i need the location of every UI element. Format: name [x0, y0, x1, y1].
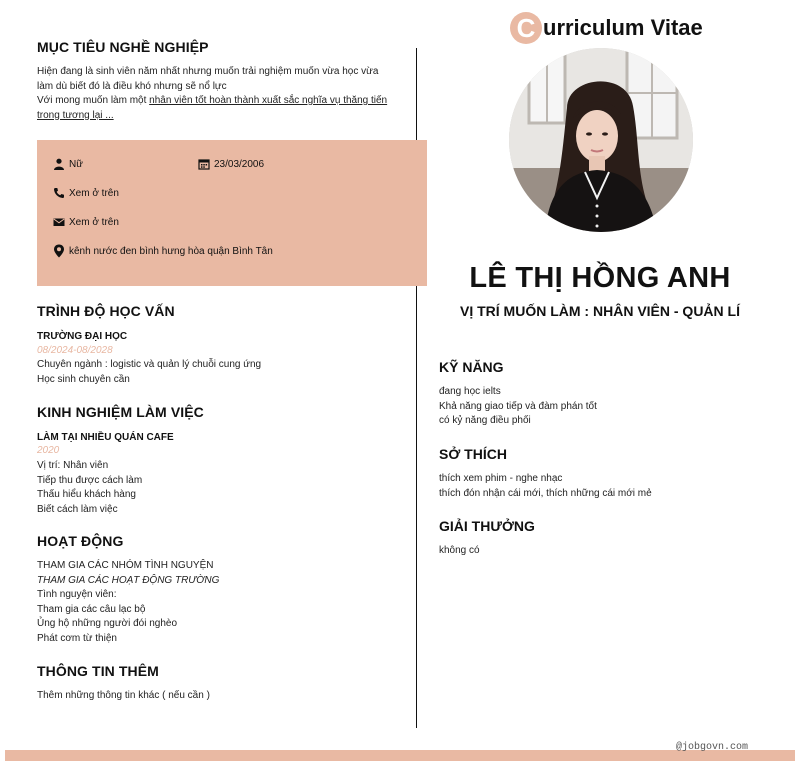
list-item: Ủng hộ những người đói nghèo [37, 618, 178, 629]
objective-text [37, 65, 387, 123]
skills-title: KỸ NĂNG [439, 359, 504, 375]
contact-birthdate [198, 158, 264, 170]
awards-text: không có [439, 545, 480, 556]
extra-text: Thêm những thông tin khác ( nếu cần ) [37, 690, 210, 701]
education-note: Học sinh chuyên cần [37, 373, 130, 385]
mail-icon [53, 216, 65, 228]
experience-list [37, 459, 142, 517]
gender-value: Nữ [69, 158, 83, 170]
list-item: Tình nguyện viên: [37, 589, 117, 600]
watermark: @jobgovn.com [676, 742, 749, 753]
education-title: TRÌNH ĐỘ HỌC VẤN [37, 303, 175, 319]
email-value: Xem ở trên [69, 216, 119, 228]
list-item: thích xem phim - nghe nhạc [439, 473, 563, 484]
cv-heading [510, 12, 703, 44]
list-item: Khả năng giao tiếp và đàm phán tốt [439, 400, 597, 412]
objective-line-3-underlined: nhân viên tốt hoàn thành xuất sắc nghĩa vụ thăng tiến [149, 95, 388, 106]
profile-name: LÊ THỊ HỒNG ANH [469, 262, 731, 294]
experience-title: KINH NGHIỆM LÀM VIỆC [37, 404, 204, 420]
calendar-icon [198, 158, 210, 170]
education-major: Chuyên ngành : logistic và quản lý chuỗi cung ứng [37, 359, 262, 370]
hobbies-list [439, 472, 652, 501]
contact-phone [53, 187, 119, 199]
awards-title: GIẢI THƯỞNG [439, 518, 535, 534]
objective-line-4: trong tương lại ... [37, 109, 114, 121]
person-icon [53, 158, 65, 170]
activities-list [37, 559, 219, 646]
list-item: Biết cách làm việc [37, 503, 118, 515]
list-item: thích đón nhận cái mới, thích những cái mới mẻ [439, 487, 652, 499]
profile-photo-illustration [509, 48, 693, 232]
activities-line-2: THAM GIA CÁC HOẠT ĐỘNG TRƯỜNG [37, 574, 220, 586]
location-pin-icon [53, 244, 65, 258]
education-period: 08/2024-08/2028 [37, 345, 113, 356]
list-item: Thấu hiểu khách hàng [37, 489, 136, 500]
cv-initial-badge: C [510, 12, 542, 44]
extra-title: THÔNG TIN THÊM [37, 663, 159, 679]
contact-address [53, 244, 273, 258]
birthdate-value: 23/03/2006 [214, 158, 265, 170]
profile-photo [509, 48, 693, 232]
list-item: Phát cơm từ thiện [37, 632, 117, 644]
list-item: Tiếp thu được cách làm [37, 474, 143, 486]
objective-line-3-plain: Với mong muốn làm một [37, 95, 150, 106]
education-school: TRƯỜNG ĐẠI HỌC [37, 331, 128, 342]
list-item: có kỷ năng điều phối [439, 415, 531, 426]
phone-icon [53, 187, 65, 199]
cv-heading-text: urriculum Vitae [543, 15, 703, 40]
experience-year: 2020 [37, 445, 60, 456]
profile-position: VỊ TRÍ MUỐN LÀM : NHÂN VIÊN - QUẢN LÍ [460, 303, 740, 319]
objective-line-1: Hiện đang là sinh viên năm nhất nhưng muốn trải nghiệm muốn vừa học vừa [37, 66, 379, 77]
activities-line-1: THAM GIA CÁC NHÓM TÌNH NGUYỆN [37, 560, 214, 571]
contact-gender [53, 158, 83, 170]
activities-title: HOẠT ĐỘNG [37, 533, 124, 549]
hobbies-title: SỞ THÍCH [439, 446, 507, 462]
contact-email [53, 216, 119, 228]
skills-list [439, 385, 597, 429]
address-value: kênh nước đen bình hưng hòa quận Bình Tân [69, 245, 273, 257]
objective-line-3 [37, 94, 387, 109]
list-item: Tham gia các câu lạc bộ [37, 603, 146, 615]
objective-title: MỤC TIÊU NGHỀ NGHIỆP [37, 39, 209, 55]
phone-value: Xem ở trên [69, 187, 119, 199]
objective-line-2: làm dù biết đó là điều khó nhưng sẽ nổ lực [37, 80, 227, 92]
education-details [37, 358, 261, 387]
experience-place: LÀM TẠI NHIỀU QUÁN CAFE [37, 432, 174, 443]
list-item: đang học ielts [439, 386, 501, 397]
list-item: Vị trí: Nhân viên [37, 460, 109, 471]
